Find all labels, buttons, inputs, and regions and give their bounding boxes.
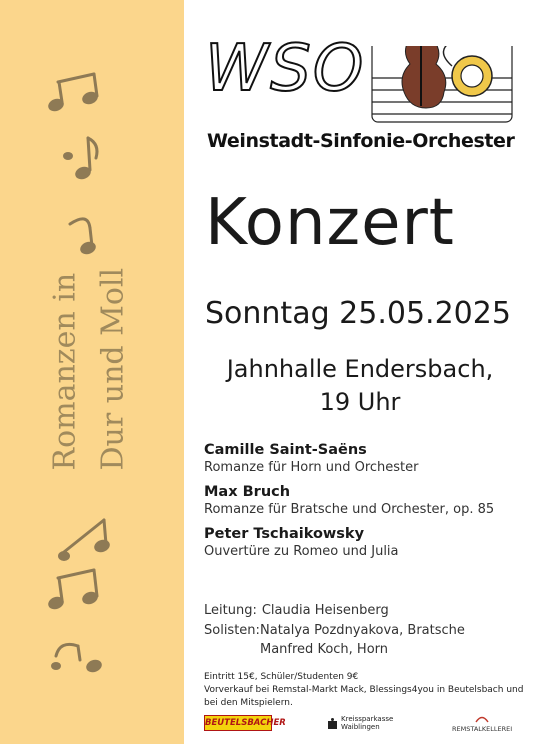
composer: Peter Tschaikowsky xyxy=(204,526,365,542)
beamed-notes-icon xyxy=(50,568,110,624)
venue xyxy=(204,353,516,419)
vertical-title-line1: Romanzen in xyxy=(47,272,83,471)
eighth-note-icon xyxy=(66,130,106,190)
sparkasse-s-icon xyxy=(328,718,337,729)
ticket-price: Eintritt 15€, Schüler/Studenten 9€ xyxy=(204,672,359,682)
work-title: Ouvertüre zu Romeo und Julia xyxy=(204,544,399,559)
presale-info: Vorverkauf bei Remstal-Markt Mack, Blessings4you in Beutelsbach und bei den Mitspielern. xyxy=(204,685,524,708)
work-title: Romanze für Horn und Orchester xyxy=(204,460,419,475)
program-item xyxy=(204,525,524,560)
program-item xyxy=(204,441,524,476)
eighth-note-icon xyxy=(58,512,128,568)
sponsor-beutelsbacher-logo: BEUTELSBACHER xyxy=(204,715,272,731)
orchestra-name: Weinstadt-Sinfonie-Orchester xyxy=(207,130,515,152)
work-title: Romanze für Bratsche und Orchester, op. 85 xyxy=(204,502,495,517)
beamed-notes-icon xyxy=(50,72,110,128)
sponsor-remstalkellerei xyxy=(452,715,512,733)
soloist-1: Natalya Pozdnyakova, Bratsche xyxy=(260,622,465,638)
eighth-note-icon xyxy=(50,636,106,676)
ticket-info xyxy=(204,671,524,710)
program-item xyxy=(204,483,524,518)
sponsor-ksk-line2: Waiblingen xyxy=(341,723,380,731)
composer: Camille Saint-Saëns xyxy=(204,442,367,458)
soloist-2: Manfred Koch, Horn xyxy=(260,642,389,657)
sponsor-kreissparkasse xyxy=(328,715,393,731)
logo-abbr: WSO xyxy=(205,32,366,106)
sponsor-remstal-name: REMSTALKELLEREI xyxy=(452,725,513,733)
concert-date: Sonntag 25.05.2025 xyxy=(205,296,511,331)
soloists-label: Solisten: xyxy=(204,622,260,638)
venue-line1: Jahnhalle Endersbach, xyxy=(226,355,494,383)
sponsor-ksk-line1: Kreissparkasse xyxy=(341,715,394,723)
remstal-logo-icon xyxy=(474,715,490,723)
conductor-label: Leitung: xyxy=(204,603,257,618)
conductor-name: Claudia Heisenberg xyxy=(261,603,389,618)
headline: Konzert xyxy=(205,186,455,260)
program-list xyxy=(204,441,524,567)
credits xyxy=(204,601,465,660)
eighth-note-icon xyxy=(60,208,110,264)
vertical-title-line2: Dur und Moll xyxy=(95,267,131,471)
venue-line2: 19 Uhr xyxy=(319,388,401,416)
composer: Max Bruch xyxy=(204,484,291,500)
